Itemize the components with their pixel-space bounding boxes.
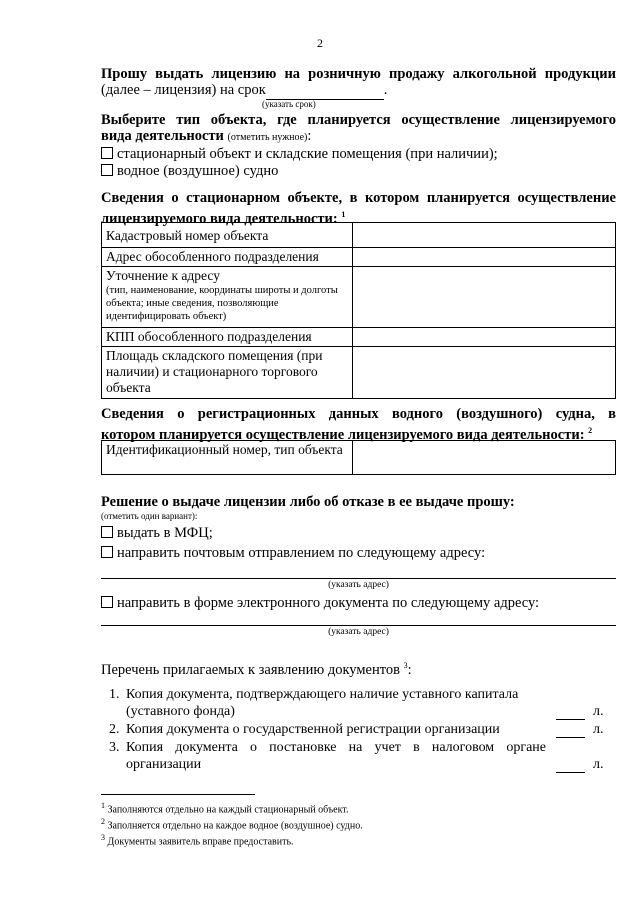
- vessel-heading-text: котором планируется осуществление лицензируемого вида деятельности:: [101, 426, 585, 443]
- post-address-field[interactable]: [101, 578, 616, 579]
- option-label: направить почтовым отправлением по следующему адресу:: [117, 545, 486, 561]
- documents-heading: [101, 657, 412, 679]
- item-text: [126, 739, 546, 773]
- checkbox[interactable]: [101, 164, 113, 176]
- table-row: [102, 223, 616, 248]
- footnote-text: Заполняются отдельно на каждый стационарный объект.: [107, 804, 349, 816]
- footnote-mark: 1: [101, 801, 105, 810]
- item-number: 1.: [109, 687, 120, 702]
- license-term-end: .: [383, 82, 388, 98]
- row-label: КПП обособленного подразделения: [102, 328, 353, 347]
- sheet-unit: л.: [593, 722, 604, 737]
- option-label: направить в форме электронного документа по следующему адресу:: [117, 595, 540, 611]
- documents-heading-text: Перечень прилагаемых к заявлению документов: [101, 661, 400, 678]
- row-label: Идентификационный номер, тип объекта: [102, 441, 353, 475]
- footnote: [101, 801, 348, 815]
- object-type-heading: Выберите тип объекта, где планируется осуществление лицензируемого: [101, 112, 616, 128]
- footnote-ref: 2: [588, 426, 593, 435]
- address-caption: (указать адрес): [328, 580, 389, 590]
- footnote: [101, 833, 294, 847]
- checkbox[interactable]: [101, 596, 113, 608]
- electronic-address-field[interactable]: [101, 625, 616, 626]
- object-type-heading-text: вида деятельности: [101, 128, 224, 144]
- list-item: [109, 721, 609, 739]
- decision-heading: Решение о выдаче лицензии либо об отказе в ее выдаче прошу:: [101, 494, 515, 510]
- subdivision-address-field[interactable]: [353, 248, 616, 267]
- sheet-count-field[interactable]: [556, 703, 585, 720]
- table-row: [102, 328, 616, 347]
- item-line: (уставного фонда): [126, 704, 235, 719]
- footnote-mark: 2: [101, 817, 105, 826]
- decision-option-post[interactable]: [101, 545, 485, 562]
- item-number: 3.: [109, 740, 120, 755]
- option-label: водное (воздушное) судно: [117, 163, 279, 179]
- vessel-id-field[interactable]: [353, 441, 616, 475]
- item-line: Копия документа, подтверждающего наличие уставного капитала: [126, 687, 519, 702]
- table-row: [102, 347, 616, 399]
- decision-hint: (отметить один вариант):: [101, 511, 198, 521]
- kpp-field[interactable]: [353, 328, 616, 347]
- license-term-line: [101, 82, 387, 100]
- row-label: Кадастровый номер объекта: [102, 223, 353, 248]
- sheet-count-field[interactable]: [556, 756, 585, 773]
- object-type-colon: :: [307, 128, 312, 144]
- list-item: [109, 686, 609, 720]
- item-text: [126, 686, 546, 720]
- table-row: [102, 248, 616, 267]
- row-label: Адрес обособленного подразделения: [102, 248, 353, 267]
- cadastral-number-field[interactable]: [353, 223, 616, 248]
- decision-option-electronic[interactable]: [101, 595, 539, 612]
- address-clarification-field[interactable]: [353, 267, 616, 328]
- checkbox[interactable]: [101, 147, 113, 159]
- license-term-field[interactable]: [266, 82, 384, 100]
- license-request-line1: Прошу выдать лицензию на розничную продажу алкогольной продукции: [101, 66, 616, 82]
- item-line: организации: [126, 757, 202, 772]
- checkbox[interactable]: [101, 546, 113, 558]
- option-label: стационарный объект и складские помещения (при наличии);: [117, 146, 498, 162]
- footnote-mark: 3: [101, 833, 105, 842]
- stationary-heading-text: лицензируемого вида деятельности:: [101, 210, 338, 227]
- list-item: [109, 739, 609, 773]
- stationary-table: [101, 222, 616, 399]
- object-type-hint: (отметить нужное): [227, 132, 308, 143]
- page-number: 2: [317, 36, 323, 50]
- row-note: (тип, наименование, координаты широты и долготы объекта; иные сведения, позволяющие идентифицировать объект): [106, 285, 338, 322]
- item-number: 2.: [109, 722, 120, 737]
- option-label: выдать в МФЦ;: [117, 525, 213, 541]
- item-line: Копия документа о постановке на учет в налоговом органе: [126, 740, 546, 755]
- stationary-heading: Сведения о стационарном объекте, в котором планируется осуществление: [101, 190, 616, 206]
- row-label: Площадь складского помещения (при наличии) и стационарного торгового объекта: [102, 347, 353, 399]
- table-row: [102, 267, 616, 328]
- footnote: [101, 817, 363, 831]
- checkbox[interactable]: [101, 526, 113, 538]
- sheet-unit: л.: [593, 757, 604, 772]
- object-type-option-stationary[interactable]: [101, 146, 498, 163]
- decision-option-mfc[interactable]: [101, 525, 213, 542]
- row-label-block: [102, 267, 353, 328]
- documents-colon: :: [407, 661, 412, 678]
- item-text: Копия документа о государственной регистрации организации: [126, 722, 500, 737]
- footnote-divider: [101, 794, 255, 795]
- vessel-table: [101, 440, 616, 475]
- address-caption: (указать адрес): [328, 627, 389, 637]
- term-caption: (указать срок): [262, 99, 316, 109]
- footnote-text: Документы заявитель вправе предоставить.: [107, 836, 294, 848]
- object-type-heading-2: [101, 128, 311, 146]
- area-field[interactable]: [353, 347, 616, 399]
- sheet-count-field[interactable]: [556, 721, 585, 738]
- footnote-ref: 1: [341, 210, 346, 219]
- sheet-unit: л.: [593, 704, 604, 719]
- vessel-heading: Сведения о регистрационных данных водного (воздушного) судна, в: [101, 406, 616, 422]
- footnote-text: Заполняется отдельно на каждое водное (воздушное) судно.: [107, 820, 363, 832]
- license-term-prefix: (далее – лицензия) на срок: [101, 82, 266, 98]
- row-label: Уточнение к адресу: [106, 268, 220, 283]
- footnote-ref: 3: [403, 661, 408, 670]
- table-row: [102, 441, 616, 475]
- object-type-option-vessel[interactable]: [101, 163, 278, 180]
